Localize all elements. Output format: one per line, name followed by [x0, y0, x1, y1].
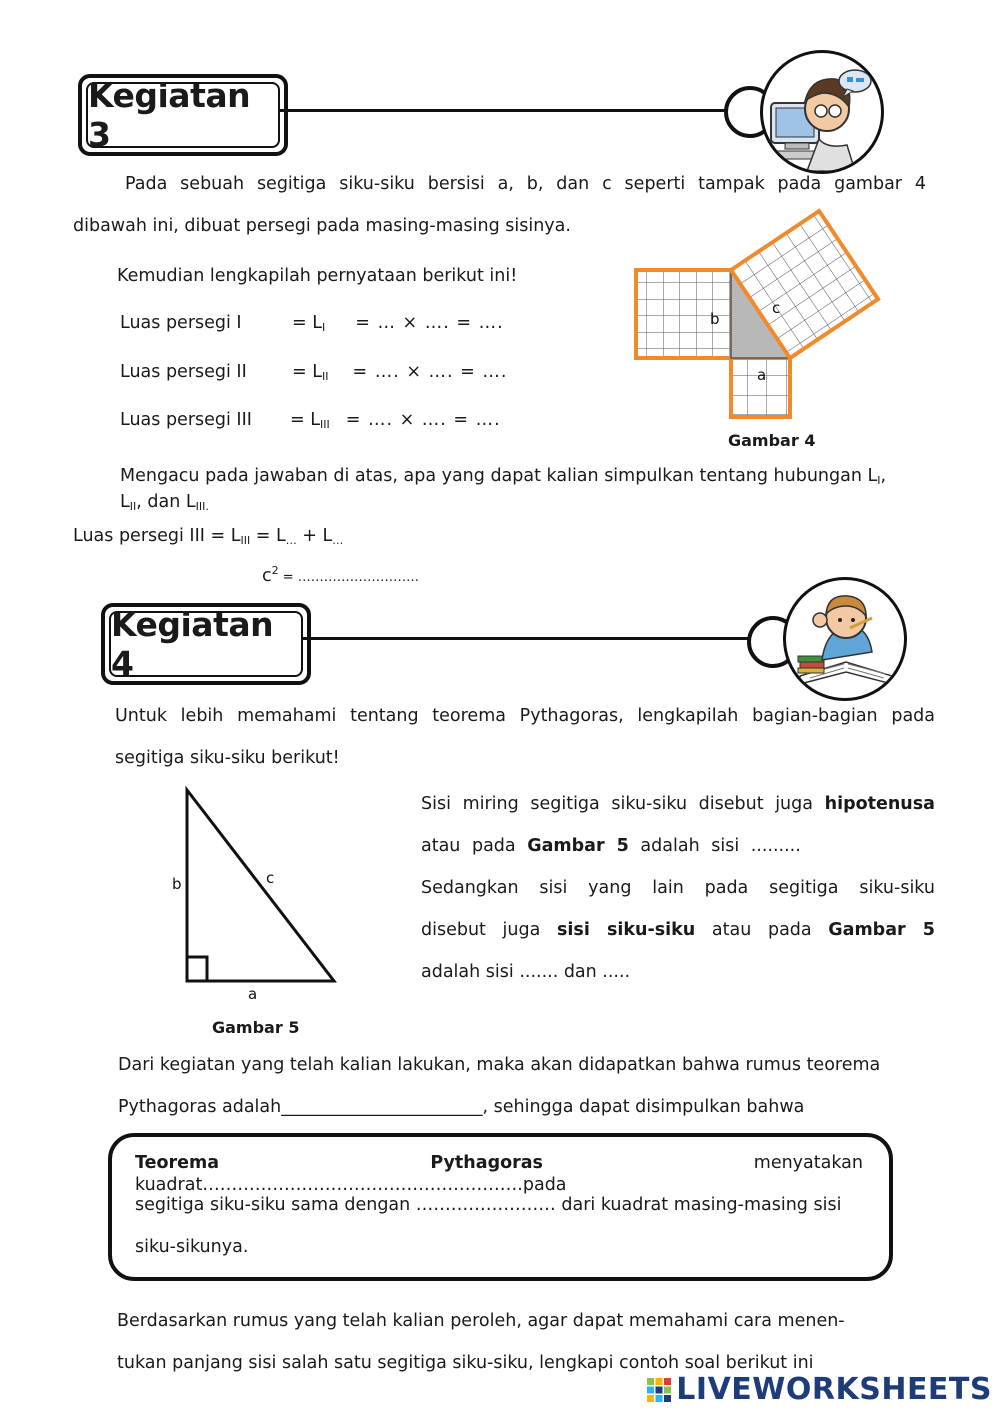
- gambar-5-figure: [160, 785, 350, 1005]
- kegiatan-3-title: Kegiatan 3: [86, 82, 280, 148]
- luas-persegi-3-sub: III: [319, 418, 330, 431]
- gambar-5-hipotenusa-answer-line[interactable]: atau pada Gambar 5 adalah sisi .........: [421, 836, 801, 856]
- kegiatan-4-intro-line2: segitiga siku-siku berikut!: [115, 748, 340, 768]
- hipotenusa-line: Sisi miring segitiga siku-siku disebut juga hipotenusa: [421, 794, 935, 814]
- luas-persegi-1-symbol: = L: [292, 313, 322, 333]
- luas-persegi-2-expression[interactable]: = …. × …. = ….: [352, 362, 508, 382]
- luas-persegi-3-label: Luas persegi III: [120, 410, 252, 430]
- kegiatan-3-conclusion-line1: Mengacu pada jawaban di atas, apa yang dapat kalian simpulkan tentang hubungan $L_I$,: [120, 466, 887, 487]
- gambar-4-caption: Gambar 4: [728, 431, 816, 450]
- summary-line1: Dari kegiatan yang telah kalian lakukan, maka akan didapatkan bahwa rumus teorema: [118, 1055, 881, 1075]
- luas-persegi-2-sub: II: [321, 370, 329, 383]
- student-reading-illustration: [786, 580, 904, 698]
- luas-persegi-3-row: [120, 410, 501, 432]
- luas-persegi-2-row: [120, 362, 507, 384]
- gambar-5-label-c: c: [266, 869, 275, 887]
- gambar-4-figure: [630, 200, 890, 425]
- kegiatan-3-intro-line2: dibawah ini, dibuat persegi pada masing-masing sisinya.: [73, 216, 571, 236]
- sisi-siku-siku-line: disebut juga sisi siku-siku atau pada Gambar 5: [421, 920, 935, 940]
- right-angle-marker: [187, 957, 207, 981]
- closing-line2: tukan panjang sisi salah satu segitiga siku-siku, lengkapi contoh soal berikut ini: [117, 1353, 814, 1373]
- kegiatan-4-connector-line: [303, 637, 753, 640]
- gambar-4-label-c: c: [772, 299, 781, 317]
- sisi-siku-siku-answer-line[interactable]: adalah sisi ....... dan .....: [421, 962, 631, 982]
- gambar-5-caption: Gambar 5: [212, 1018, 300, 1037]
- teorema-box-line3: siku-sikunya.: [135, 1237, 249, 1257]
- closing-line1: Berdasarkan rumus yang telah kalian peroleh, agar dapat memahami cara menen-: [117, 1311, 845, 1331]
- kegiatan-4-title: Kegiatan 4: [109, 611, 303, 677]
- sisi-lain-line: Sedangkan sisi yang lain pada segitiga siku-siku: [421, 878, 935, 898]
- computer-user-illustration: [763, 53, 881, 171]
- luas-persegi-3-expression[interactable]: = …. × …. = ….: [345, 410, 501, 430]
- computer-user-avatar: [760, 50, 884, 174]
- gambar-5-label-a: a: [248, 985, 258, 1003]
- luas-persegi-3-formula[interactable]: Luas persegi III = $L_{III} = L_\dots + L_\dots$: [73, 526, 344, 547]
- luas-persegi-1-sub: I: [321, 321, 326, 334]
- summary-line2: Pythagoras adalah_______________________, sehingga dapat disimpulkan bahwa: [118, 1097, 805, 1117]
- luas-persegi-2-symbol: = L: [292, 362, 322, 382]
- kegiatan-4-intro-line1: Untuk lebih memahami tentang teorema Pythagoras, lengkapilah bagian-bagian pada: [115, 706, 935, 726]
- luas-persegi-1-expression[interactable]: = … × …. = ….: [355, 313, 504, 333]
- kegiatan-3-instruction: Kemudian lengkapilah pernyataan berikut ini!: [117, 266, 518, 286]
- luas-persegi-3-symbol: = L: [290, 410, 320, 430]
- liveworksheets-logo: [646, 1372, 992, 1407]
- luas-persegi-2-label: Luas persegi II: [120, 362, 247, 382]
- teorema-box-line1[interactable]: Teorema Pythagoras menyatakan kuadrat……………………………………………….pada: [135, 1153, 863, 1195]
- rumus-pythagoras-blank[interactable]: _______________________: [281, 1097, 483, 1117]
- luas-persegi-1-row: [120, 313, 504, 335]
- kegiatan-3-intro-line1: Pada sebuah segitiga siku-siku bersisi a, b, dan c seperti tampak pada gambar 4: [125, 174, 926, 194]
- gambar-4-label-a: a: [757, 366, 767, 384]
- kegiatan-3-conclusion-line2: $L_{II}$, dan $L_{III.}$: [120, 492, 209, 513]
- student-reading-avatar: [783, 577, 907, 701]
- gambar-5-label-b: b: [172, 875, 182, 893]
- liveworksheets-grid-icon: [646, 1377, 672, 1403]
- kegiatan-3-title-box: [78, 74, 288, 156]
- c-squared-formula[interactable]: $c^2$ = ……………………….: [262, 564, 419, 586]
- luas-persegi-1-label: Luas persegi I: [120, 313, 242, 333]
- right-triangle-outline: [187, 790, 334, 981]
- teorema-box-line2[interactable]: segitiga siku-siku sama dengan …………………… dari kuadrat masing-masing sisi: [135, 1195, 842, 1215]
- kegiatan-3-connector-line: [280, 109, 730, 112]
- kegiatan-4-title-box: [101, 603, 311, 685]
- gambar-4-label-b: b: [710, 310, 720, 328]
- liveworksheets-brand: LIVEWORKSHEETS: [676, 1372, 992, 1407]
